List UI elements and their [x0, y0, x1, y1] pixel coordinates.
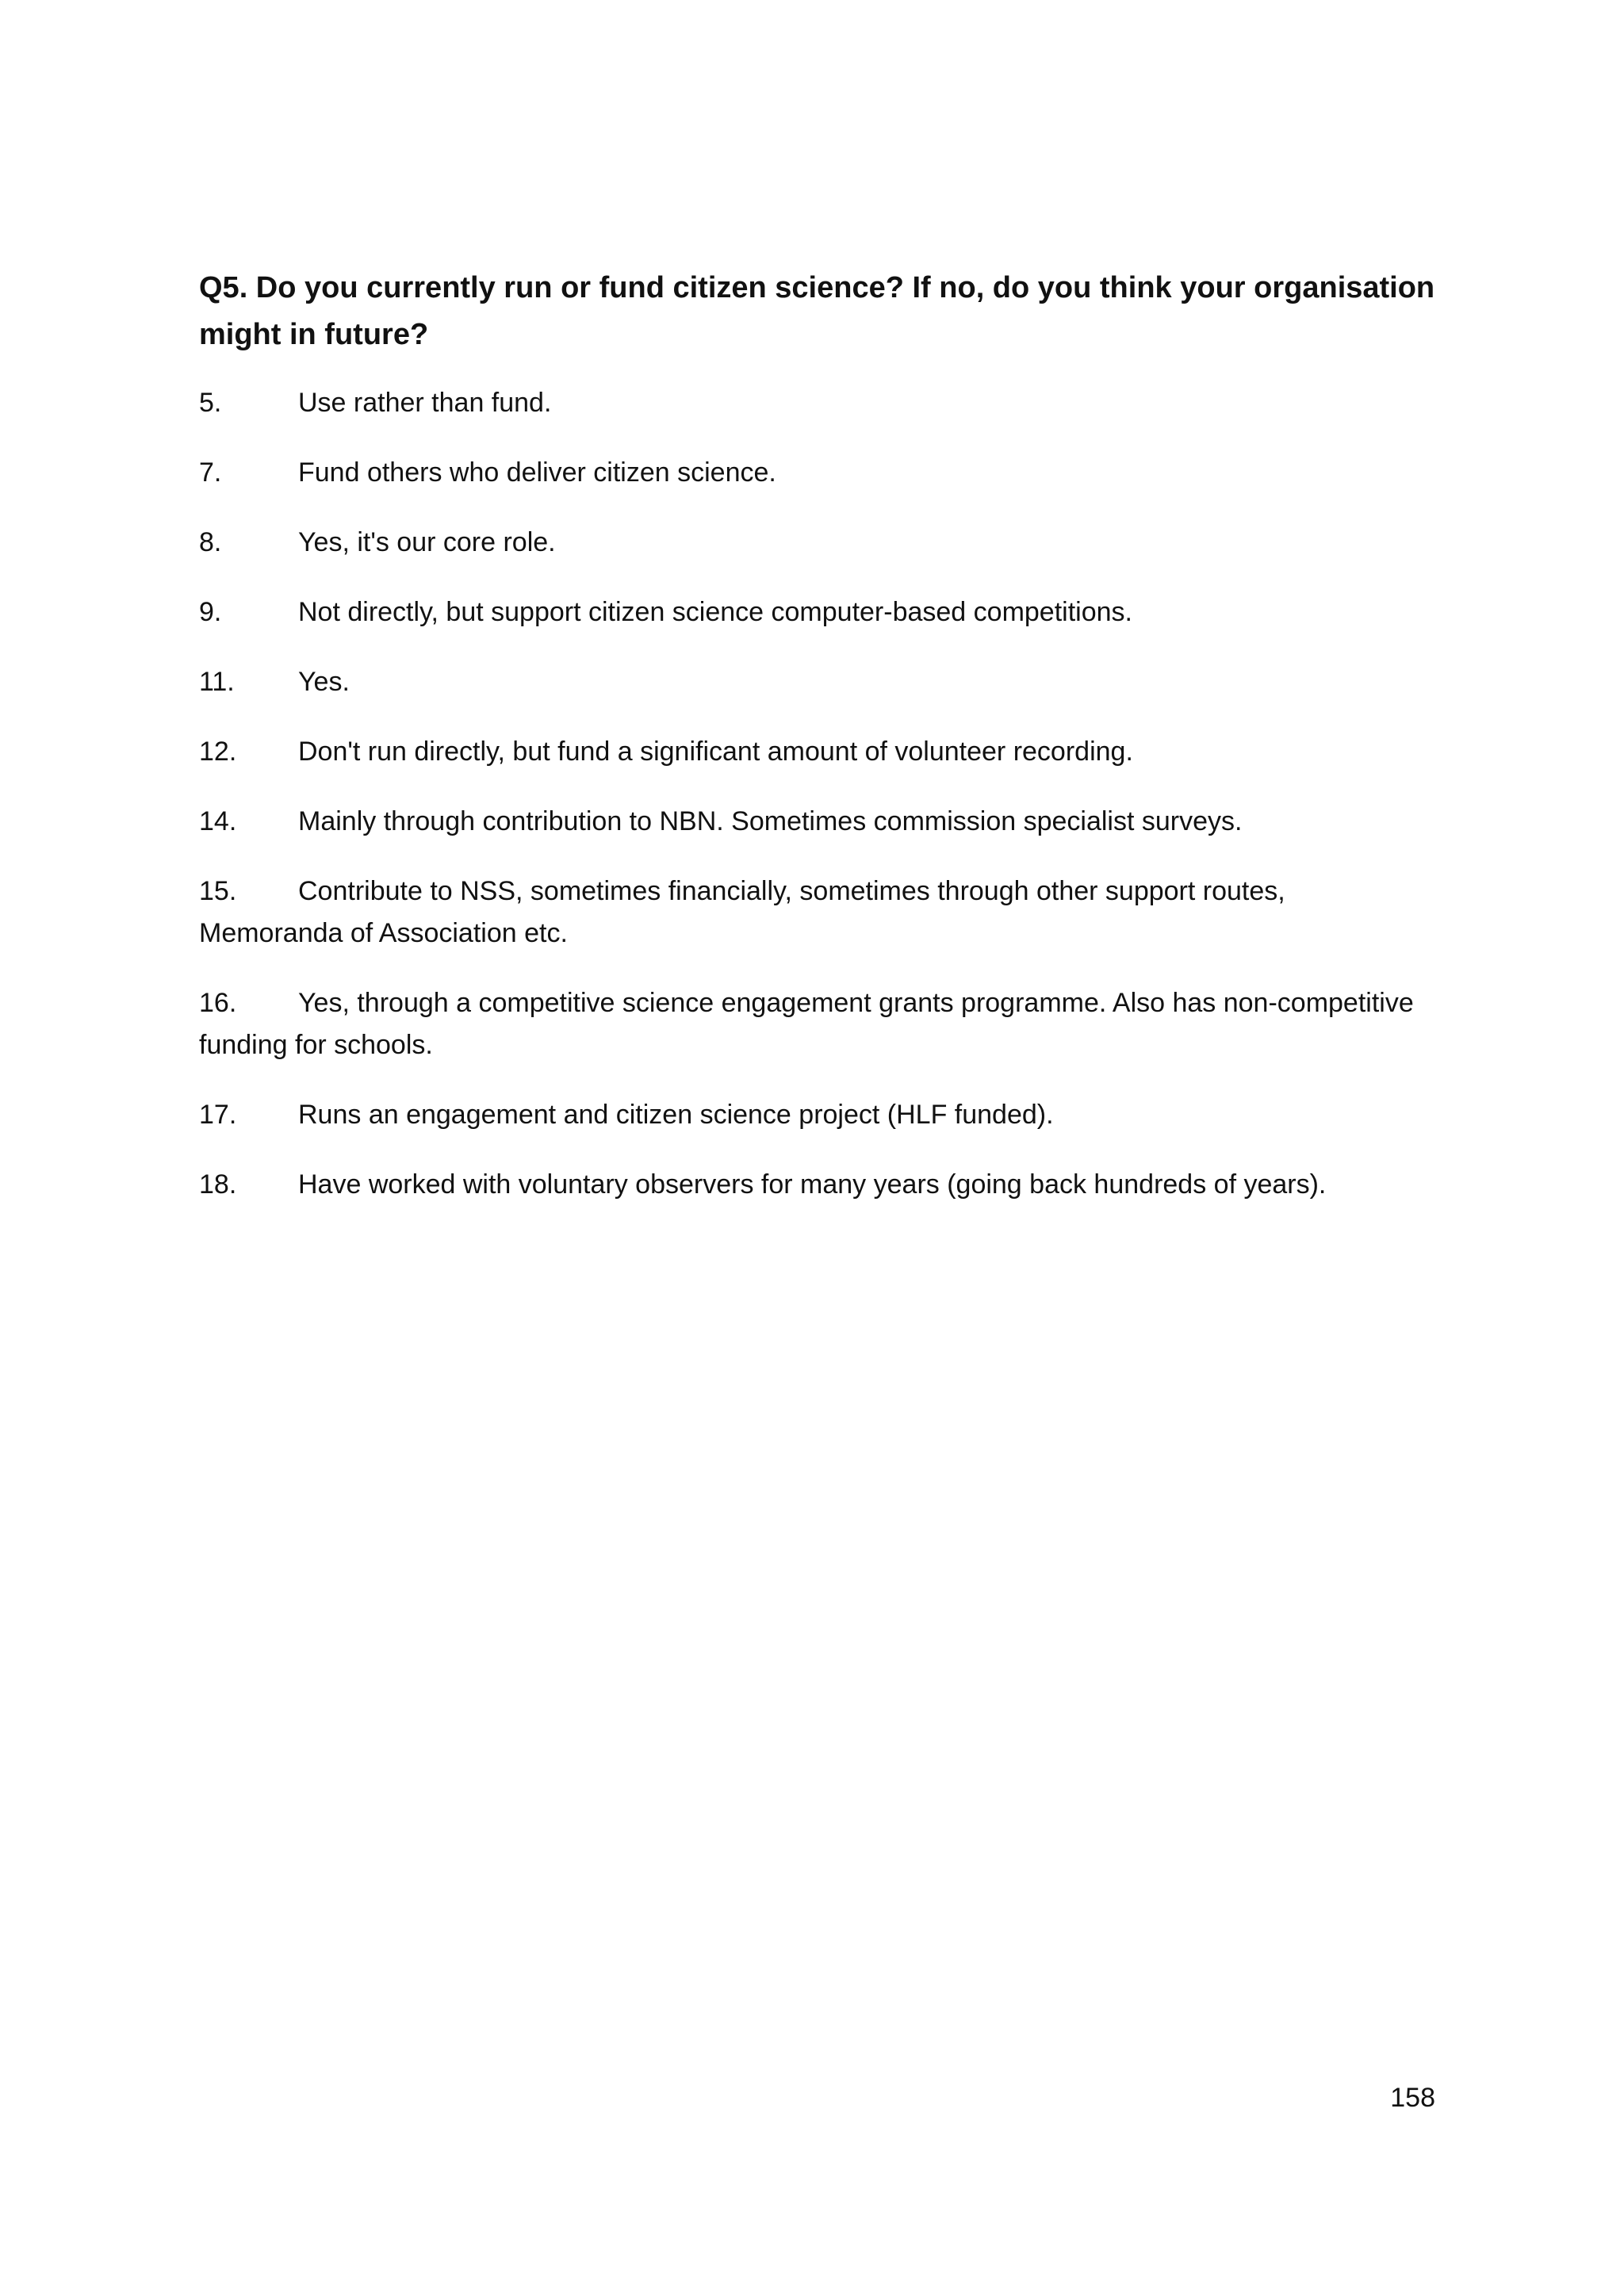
response-item [199, 522, 1436, 564]
response-text: Use rather than fund. [298, 388, 552, 418]
response-item [199, 382, 1436, 424]
response-text: Contribute to NSS, sometimes financially, sometimes through other support routes, Memoranda of Association etc. [199, 876, 1285, 948]
response-number: 7. [199, 457, 222, 488]
response-item [199, 801, 1436, 843]
response-number: 9. [199, 597, 222, 627]
response-text: Fund others who deliver citizen science. [298, 457, 776, 488]
response-list [199, 382, 1436, 1206]
response-number: 15. [199, 876, 237, 906]
response-item [199, 982, 1436, 1066]
response-text: Not directly, but support citizen science computer-based competitions. [298, 597, 1132, 627]
response-number: 16. [199, 988, 237, 1018]
response-number: 18. [199, 1169, 237, 1200]
response-text: Don't run directly, but fund a significant amount of volunteer recording. [298, 737, 1133, 767]
response-item [199, 731, 1436, 773]
response-item [199, 1164, 1436, 1206]
response-text: Yes. [298, 667, 350, 697]
response-number: 8. [199, 527, 222, 557]
response-item [199, 591, 1436, 633]
response-text: Runs an engagement and citizen science project (HLF funded). [298, 1100, 1054, 1130]
response-item [199, 452, 1436, 494]
response-number: 17. [199, 1100, 237, 1130]
response-text: Yes, through a competitive science engagement grants programme. Also has non-competitive funding for schools. [199, 988, 1414, 1060]
page-content [199, 265, 1436, 1234]
response-number: 12. [199, 737, 237, 767]
response-text: Yes, it's our core role. [298, 527, 556, 557]
response-number: 11. [199, 667, 235, 697]
response-text: Mainly through contribution to NBN. Sometimes commission specialist surveys. [298, 806, 1243, 836]
response-item [199, 1094, 1436, 1136]
response-text: Have worked with voluntary observers for many years (going back hundreds of years). [298, 1169, 1327, 1200]
response-number: 5. [199, 388, 222, 418]
response-number: 14. [199, 806, 237, 836]
question-heading: Q5. Do you currently run or fund citizen science? If no, do you think your organisation might in future? [199, 271, 1435, 351]
response-item [199, 661, 1436, 703]
page-number: 158 [1390, 2083, 1435, 2113]
response-item [199, 871, 1436, 955]
